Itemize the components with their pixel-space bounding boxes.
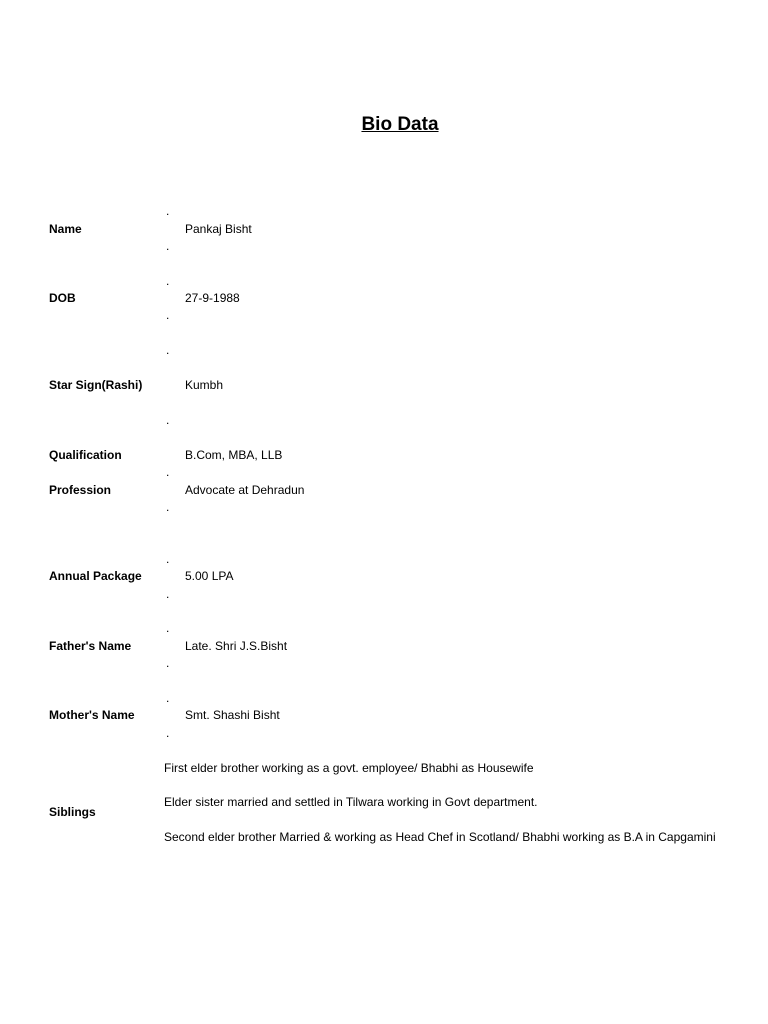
bullet-dot: . [166, 204, 170, 218]
bullet-dot: . [166, 465, 170, 479]
bullet-dot: . [166, 413, 170, 427]
bullet-dot: . [166, 500, 170, 514]
label-star-sign: Star Sign(Rashi) [49, 378, 143, 392]
value-fathers-name: Late. Shri J.S.Bisht [185, 639, 288, 653]
bullet-dot: . [166, 308, 170, 322]
sibling-line: Elder sister married and settled in Tilwara working in Govt department. [164, 795, 538, 809]
value-profession: Advocate at Dehradun [185, 483, 305, 497]
value-name: Pankaj Bisht [185, 222, 252, 236]
label-annual-package: Annual Package [49, 569, 142, 583]
label-name: Name [49, 222, 82, 236]
bullet-dot: . [166, 621, 170, 635]
label-fathers-name: Father's Name [49, 639, 132, 653]
bullet-dot: . [166, 726, 170, 740]
bullet-dot: . [166, 552, 170, 566]
bullet-dot: . [166, 274, 170, 288]
label-mothers-name: Mother's Name [49, 708, 135, 722]
value-mothers-name: Smt. Shashi Bisht [185, 708, 280, 722]
sibling-line: Second elder brother Married & working as Head Chef in Scotland/ Bhabhi working as B.A in Capgamini [164, 830, 716, 844]
value-dob: 27-9-1988 [185, 291, 240, 305]
bullet-dot: . [166, 691, 170, 705]
bullet-dot: . [166, 239, 170, 253]
value-star-sign: Kumbh [185, 378, 224, 392]
label-dob: DOB [49, 291, 76, 305]
sibling-line: First elder brother working as a govt. employee/ Bhabhi as Housewife [164, 761, 534, 775]
bullet-dot: . [166, 587, 170, 601]
value-annual-package: 5.00 LPA [185, 569, 234, 583]
label-siblings: Siblings [49, 805, 96, 819]
label-profession: Profession [49, 483, 112, 497]
bullet-dot: . [166, 656, 170, 670]
bullet-dot: . [166, 343, 170, 357]
value-qualification: B.Com, MBA, LLB [185, 448, 283, 462]
page-title: Bio Data [361, 114, 439, 135]
label-qualification: Qualification [49, 448, 122, 462]
